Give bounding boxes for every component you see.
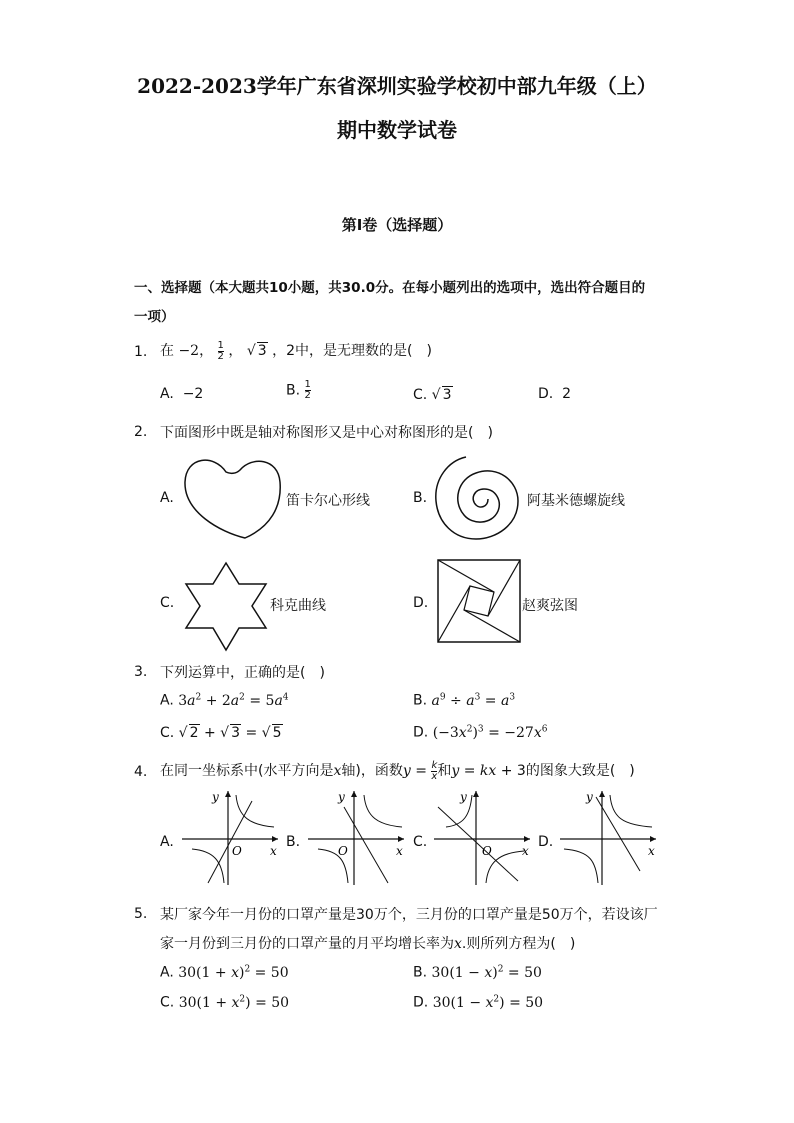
q3-number: 3. — [134, 664, 148, 680]
q4-option-b[interactable]: B. — [286, 834, 301, 850]
q1-option-b[interactable]: B. $\frac{1}{2}$ — [286, 379, 311, 401]
svg-text:y: y — [586, 790, 593, 804]
q5-stem-line1: 某厂家今年一月份的口罩产量是30万个，三月份的口罩产量是50万个，若设该厂 — [160, 907, 658, 923]
q3-option-d[interactable]: D. $(-3x^2)^3 = -27x^6$ — [413, 724, 548, 741]
q1-option-a[interactable]: A. −2 — [160, 386, 204, 402]
exam-title-line2: 期中数学试卷 — [337, 118, 457, 142]
q2-option-d[interactable]: D. — [413, 595, 429, 611]
q1-stem-b: ，2中，是无理数的是( ) — [272, 343, 432, 359]
q2-number: 2. — [134, 424, 148, 440]
q5-option-b[interactable]: B. $30(1 - x)^2 = 50$ — [413, 964, 542, 981]
q3-option-b[interactable]: B. $a^9 \div a^3 = a^3$ — [413, 692, 516, 709]
volume-heading: 第I卷（选择题） — [341, 216, 453, 234]
q4-graph-a — [178, 787, 282, 887]
q1-stem-a: 在 — [160, 343, 174, 359]
q2-label-d: 赵爽弦图 — [522, 598, 578, 614]
q1-option-c[interactable]: C. √ 3 — [413, 387, 452, 403]
svg-text:y: y — [338, 790, 345, 804]
q3-stem: 下列运算中，正确的是( ) — [160, 665, 325, 681]
q4-graph-b — [304, 787, 408, 887]
q5-option-d[interactable]: D. $30(1 - x^2) = 50$ — [413, 994, 544, 1011]
q4-option-a[interactable]: A. — [160, 834, 174, 850]
q2-option-c[interactable]: C. — [160, 595, 175, 611]
section-intro-line1: 一、选择题（本大题共10小题，共30.0分。在每小题列出的选项中，选出符合题目的 — [134, 280, 646, 296]
section-intro-line2: 一项） — [134, 309, 175, 325]
q1-number: 1. — [134, 344, 148, 360]
svg-text:x: x — [522, 844, 529, 858]
q5-option-a[interactable]: A. $30(1 + x)^2 = 50$ — [160, 964, 289, 981]
q5-number: 5. — [134, 906, 148, 922]
q1-sqrt3: √ 3 — [246, 343, 267, 359]
q5-option-c[interactable]: C. $30(1 + x^2) = 50$ — [160, 994, 290, 1011]
svg-text:O: O — [232, 844, 242, 858]
q2-label-b: 阿基米德螺旋线 — [527, 493, 625, 509]
q4-number: 4. — [134, 764, 148, 780]
q4-option-d[interactable]: D. — [538, 834, 554, 850]
q4-option-c[interactable]: C. — [413, 834, 428, 850]
q2-option-a[interactable]: A. — [160, 490, 174, 506]
q1-stem-list: −2， — [178, 343, 214, 359]
svg-text:x: x — [648, 844, 655, 858]
q2-label-a: 笛卡尔心形线 — [286, 493, 370, 509]
koch-curve-figure — [182, 560, 272, 652]
zhao-shuang-diagram-figure — [436, 558, 522, 644]
q1-half-fraction: $\frac{1}{2}$ — [217, 339, 224, 362]
q3-option-c[interactable]: C. √ 2 + √ 3 = √ 5 — [160, 725, 282, 741]
svg-text:x: x — [270, 844, 277, 858]
exam-title-line1: 2022-2023学年广东省深圳实验学校初中部九年级（上） — [137, 74, 657, 98]
q2-stem: 下面图形中既是轴对称图形又是中心对称图形的是( ) — [160, 425, 493, 441]
svg-text:y: y — [212, 790, 219, 804]
q4-graph-d — [556, 787, 660, 887]
q2-option-b[interactable]: B. — [413, 490, 428, 506]
svg-text:x: x — [396, 844, 403, 858]
q1-stem-sep: ， — [228, 343, 243, 359]
svg-text:O: O — [338, 844, 348, 858]
q5-stem-line2: 家一月份到三月份的口罩产量的月平均增长率为x.则所列方程为( ) — [160, 936, 576, 952]
q1-option-d[interactable]: D. 2 — [538, 386, 572, 402]
svg-text:O: O — [482, 844, 492, 858]
svg-text:y: y — [460, 790, 467, 804]
q1-stem — [160, 340, 432, 362]
q3-option-a[interactable]: A. $3a^2 + 2a^2 = 5a^4$ — [160, 692, 289, 709]
q4-graph-c — [430, 787, 534, 887]
spiral-figure — [432, 455, 527, 545]
q4-stem: 在同一坐标系中(水平方向是x轴)，函数y = $\frac{k}{x}$ 和y = kx + 3的图象大致是( ) — [160, 759, 635, 782]
q2-label-c: 科克曲线 — [270, 598, 326, 614]
cardioid-figure — [180, 452, 290, 542]
